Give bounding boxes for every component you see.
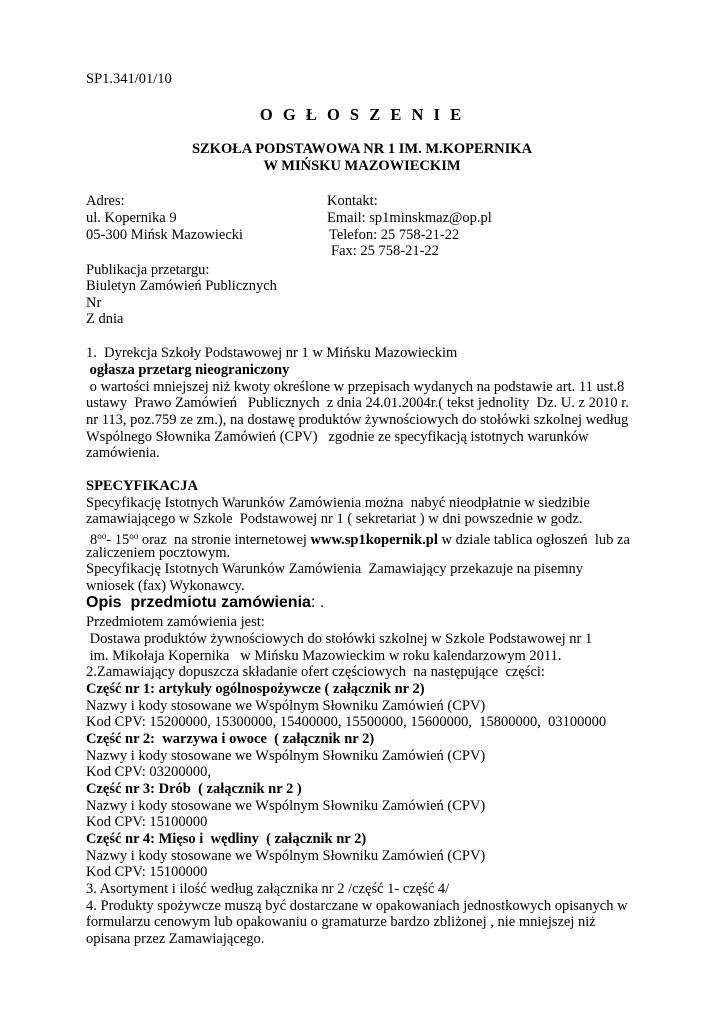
opis-line: 2.Zamawiający dopuszcza składanie ofert częściowych na następujące części: <box>86 664 545 680</box>
part-cpv: Kod CPV: 15100000 <box>86 864 208 880</box>
part-cpv: Kod CPV: 15200000, 15300000, 15400000, 15500000, 15600000, 15800000, 03100000 <box>86 714 607 730</box>
hour-to: - 15 <box>106 532 130 548</box>
section1-line: nr 113, poz.759 ze zm.), na dostawę produktów żywnościowych do stołówki szkolnej według <box>86 412 629 428</box>
spec-line-end: w dziale tablica ogłoszeń lub za <box>437 532 630 548</box>
part-desc: Nazwy i kody stosowane we Wspólnym Słowniku Zamówień (CPV) <box>86 798 486 814</box>
spec-heading: SPECYFIKACJA <box>86 478 198 494</box>
section1-line: ustawy Prawo Zamówień Publicznych z dnia 24.01.2004r.( tekst jednolity Dz. U. z 2010 r. <box>86 395 629 411</box>
address-city: 05-300 Mińsk Mazowiecki <box>86 227 244 243</box>
page-title: O G Ł O S Z E N I E <box>259 105 465 124</box>
school-location: W MIŃSKU MAZOWIECKIM <box>263 158 461 174</box>
contact-phone: Telefon: 25 758-21-22 <box>329 227 460 243</box>
opis-heading-tail: : . <box>310 594 325 611</box>
publication-number: Nr <box>86 295 102 311</box>
hour-from: 8 <box>90 532 98 548</box>
opis-line: Dostawa produktów żywnościowych do stołówki szkolnej w Szkole Podstawowej nr 1 <box>86 631 593 647</box>
part-title: Część nr 2: warzywa i owoce ( załącznik nr 2) <box>86 731 375 747</box>
section1-line: Wspólnego Słownika Zamówień (CPV) zgodnie ze specyfikacją istotnych warunków <box>86 429 589 445</box>
spec-line-mid: oraz na stronie internetowej <box>138 532 311 548</box>
hour-from-sup: oo <box>97 531 107 541</box>
footer-line: formularzu cenowym lub opakowaniu o gramaturze bardzo zbliżonej , nie mniejszej niż <box>86 914 596 930</box>
address-street: ul. Kopernika 9 <box>86 210 177 226</box>
spec-line: wniosek (fax) Wykonawcy. <box>86 578 245 594</box>
section1-line: 1. Dyrekcja Szkoły Podstawowej nr 1 w Mińsku Mazowieckim <box>86 345 458 361</box>
publication-source: Biuletyn Zamówień Publicznych <box>86 278 277 294</box>
part-cpv: Kod CPV: 15100000 <box>86 814 208 830</box>
part-title: Część nr 4: Mięso i wędliny ( załącznik nr 2) <box>86 831 367 847</box>
document-number: SP1.341/01/10 <box>86 71 172 87</box>
opis-line: Przedmiotem zamówienia jest: <box>86 614 265 630</box>
footer-line: 4. Produkty spożywcze muszą być dostarczane w opakowaniach jednostkowych opisanych w <box>86 898 628 914</box>
opis-heading-line <box>86 595 324 612</box>
footer-line: opisana przez Zamawiającego. <box>86 931 265 947</box>
part-title: Część nr 1: artykuły ogólnospożywcze ( załącznik nr 2) <box>86 681 425 697</box>
contact-label: Kontakt: <box>327 193 378 209</box>
spec-line: Specyfikację Istotnych Warunków Zamówienia można nabyć nieodpłatnie w siedzibie <box>86 495 590 511</box>
part-desc: Nazwy i kody stosowane we Wspólnym Słowniku Zamówień (CPV) <box>86 748 486 764</box>
spec-line: zamawiającego w Szkole Podstawowej nr 1 ( sekretariat ) w dni powszednie w godz. <box>86 511 583 527</box>
website-link[interactable]: www.sp1kopernik.pl <box>310 532 438 548</box>
spec-line: Specyfikację Istotnych Warunków Zamówienia Zamawiający przekazuje na pisemny <box>86 561 584 577</box>
part-title: Część nr 3: Drób ( załącznik nr 2 ) <box>86 781 302 797</box>
publication-label: Publikacja przetargu: <box>86 262 210 278</box>
hour-to-sup: oo <box>129 531 139 541</box>
contact-email: Email: sp1minskmaz@op.pl <box>327 210 492 226</box>
opis-heading: Opis przedmiotu zamówienia <box>86 594 311 611</box>
part-cpv: Kod CPV: 03200000, <box>86 764 212 780</box>
section1-line: zamówienia. <box>86 445 160 461</box>
part-desc: Nazwy i kody stosowane we Wspólnym Słowniku Zamówień (CPV) <box>86 698 486 714</box>
publication-date: Z dnia <box>86 311 124 327</box>
spec-line: zaliczeniem pocztowym. <box>86 545 231 561</box>
opis-line: im. Mikołaja Kopernika w Mińsku Mazowieckim w roku kalendarzowym 2011. <box>86 648 562 664</box>
section1-line: o wartości mniejszej niż kwoty określone w przepisach wydanych na podstawie art. 11 ust.8 <box>86 379 625 395</box>
part-desc: Nazwy i kody stosowane we Wspólnym Słowniku Zamówień (CPV) <box>86 848 486 864</box>
school-name: SZKOŁA PODSTAWOWA NR 1 IM. M.KOPERNIKA <box>191 141 533 157</box>
contact-fax: Fax: 25 758-21-22 <box>331 243 439 259</box>
section1-tender-type: ogłasza przetarg nieograniczony <box>86 362 290 378</box>
address-label: Adres: <box>86 193 125 209</box>
footer-line: 3. Asortyment i ilość według załącznika nr 2 /część 1- część 4/ <box>86 881 450 897</box>
